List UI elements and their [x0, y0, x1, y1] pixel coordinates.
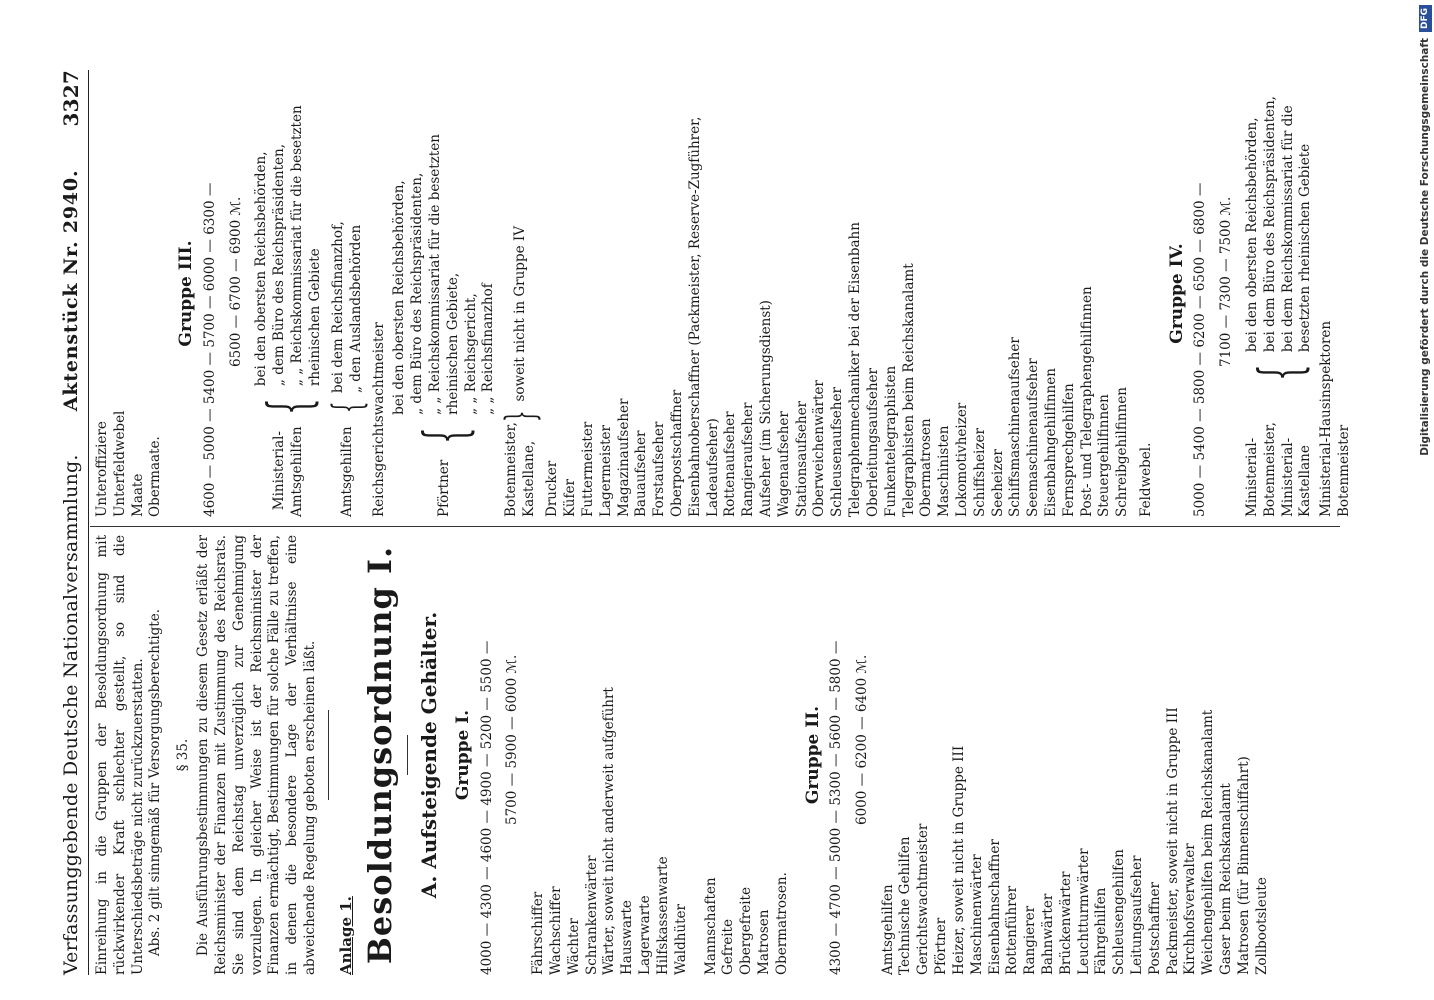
list-item: Mannschaften [702, 877, 719, 975]
list-item: Bahnwärter [1039, 893, 1056, 975]
intro-paragraph-2: Abs. 2 gilt sinngemäß für Versorgungsberechtigte. [147, 608, 164, 957]
list-item: Fernsprechgehilfen [1060, 383, 1077, 517]
gruppe-2-title: Gruppe II. [802, 705, 823, 805]
brace-icon: { [324, 401, 371, 414]
anlage-label: Anlage 1. [336, 896, 355, 975]
list-item: Waldhüter [672, 904, 689, 975]
group-item: bei dem Büro des Reichspräsidenten, [1261, 96, 1278, 353]
group-item: bei den obersten Reichsbehörden, [1243, 117, 1260, 353]
list-item: Brückenwärter [1057, 871, 1074, 975]
list-item: Matrosen (für Binnenschiffahrt) [1235, 756, 1252, 975]
list-item: Telegraphenmechaniker bei der Eisenbahn [847, 222, 864, 517]
list-item: Technische Gehilfen [897, 836, 914, 975]
group-label: Ministerial-Amtsgehilfen [271, 426, 305, 517]
gruppe-1-list-a [530, 535, 690, 975]
list-item: Pförtner [933, 917, 950, 975]
list-item: Oberweichenwärter [811, 380, 828, 517]
list-item: Eisenbahngehilfinnen [1043, 368, 1059, 517]
list-item: Eisenbahnoberschaffner (Packmeister, Reserve-Zugführer, Ladeaufseher) [686, 116, 721, 517]
list-item: Maschinisten [936, 425, 953, 517]
list-item: Leuchtturmwärter [1075, 848, 1092, 975]
group-item: „ dem Büro des Reichspräsidenten, [271, 143, 288, 387]
list-item: Wärter, soweit nicht anderweit aufgeführt [601, 687, 618, 975]
list-item: Unterfeldwebel [111, 410, 128, 517]
list-item: Eisenbahnschaffner [986, 839, 1003, 975]
list-item: Maschinenwärter [968, 854, 985, 975]
list-item: Matrosen [755, 909, 772, 975]
gruppe-1-title: Gruppe I. [453, 709, 474, 801]
group-label: Botenmeister, Kastellane, [503, 422, 538, 517]
gruppe-1-salary: 4000 — 4300 — 4600 — 4900 — 5200 — 5500 — [478, 640, 495, 975]
list-item: Bauaufseher [633, 430, 650, 517]
list-item: Steuergehilfinnen [1096, 394, 1113, 517]
gruppe-2-list [880, 535, 1272, 975]
gruppe-4-salary-cont: 7100 — 7300 — 7500 ℳ. [1218, 196, 1235, 367]
list-item: Schleusenaufseher [829, 387, 846, 517]
list-item: Stationsaufseher [793, 400, 810, 517]
list-item: Zollbootsleute [1253, 877, 1270, 975]
list-item: Obermatrosen [918, 418, 935, 517]
brace-icon: { [1245, 364, 1314, 381]
list-item: Packmeister, soweit nicht in Gruppe III [1164, 707, 1181, 975]
group-item: „ „ Reichskommissariat für die besetzten rheinischen Gebiete, [427, 134, 461, 415]
pfoertner-group [391, 70, 498, 517]
divider-short [328, 710, 329, 800]
list-item: Rottenaufseher [722, 411, 739, 517]
intro-paragraph: Einreihung in die Gruppen der Besoldungsordnung mit rückwirkender Kraft schlechter gestellt, so sind die Unterschiedsbeträge nicht zurückzuerstatten. [94, 535, 146, 975]
list-item: Obermaate. [147, 436, 164, 517]
gruppe-4-salary: 5000 — 5400 — 5800 — 6200 — 6500 — 6800 — [1192, 182, 1209, 517]
gruppe-4-title: Gruppe IV. [1166, 243, 1187, 344]
list-item: Magazinaufseher [615, 398, 632, 517]
brace-icon: } [498, 410, 545, 423]
list-item: Drucker [544, 460, 561, 517]
group-item: „ den Auslandsbehörden [347, 224, 364, 393]
group-label: Pförtner [435, 459, 452, 517]
list-item: Post- und Telegraphengehilfinnen [1078, 286, 1095, 517]
group-item: soweit nicht in Gruppe IV [512, 226, 529, 402]
dfg-logo-icon: DFG [1419, 5, 1432, 32]
list-item: Oberpostschaffner [668, 389, 685, 517]
list-item: Lagermeister [597, 424, 614, 517]
list-item: Funkentelegraphisten [882, 365, 899, 517]
list-item: Forstaufseher [651, 421, 668, 517]
document-page [50, 70, 1352, 975]
document-title: Besoldungsordnung I. [360, 545, 399, 965]
list-item: Fährschiffer [530, 891, 547, 975]
list-item: Hauswarte [619, 900, 636, 975]
list-item: Schrankenwärter [583, 855, 600, 975]
list-item: Rangierer [1022, 905, 1039, 975]
list-item: Postschaffner [1146, 882, 1163, 975]
list-item: Rangieraufseher [740, 402, 757, 517]
list-item: Lokomotivheizer [953, 402, 970, 517]
list-item: Wagenaufseher [775, 411, 792, 517]
group-label: Ministerial-Botenmeister, Ministerial-Kastellane [1243, 422, 1314, 517]
ministerial-botenmeister-group [1244, 70, 1315, 517]
list-item: Rottenführer [1004, 885, 1021, 975]
list-item: Unteroffiziere [94, 421, 110, 517]
list-item: Maate [129, 473, 146, 517]
amtsgehilfen-group [324, 70, 371, 517]
header-left: Verfassunggebende Deutsche Nationalversammlung. [59, 454, 82, 975]
group-item: bei den obersten Reichsbehörden, [391, 180, 408, 415]
botenmeister-group [498, 70, 545, 517]
column-divider [90, 526, 1340, 527]
left-column [94, 535, 1272, 975]
gruppe-1-list-b [703, 535, 792, 975]
top-list [94, 70, 165, 517]
list-item: Telegraphisten beim Reichskanalamt [900, 263, 917, 517]
list-item: Kirchhofsverwalter [1182, 843, 1199, 975]
list-item: Wächter [565, 918, 582, 975]
group-item: bei den obersten Reichsbehörden, [253, 151, 270, 387]
group-item: „ dem Büro des Reichspräsidenten, [409, 172, 426, 415]
digitization-note [1418, 5, 1432, 995]
group-item: bei dem Reichskommissariat für die besetzten rheinischen Gebiete [1279, 105, 1314, 353]
list-item: Fährgehilfen [1093, 887, 1110, 975]
gruppe-3-salary: 4600 — 5000 — 5400 — 5700 — 6000 — 6300 — [201, 182, 218, 517]
digitization-text: Digitalisierung gefördert durch die Deutsche Forschungsgemeinschaft [1419, 38, 1431, 456]
list-item: Küfer [562, 479, 579, 517]
list-item: Amtsgehilfen [879, 884, 896, 975]
list-item: Reichsgerichtswachtmeister [370, 322, 387, 517]
list-item-final: Feldwebel. [1138, 442, 1155, 517]
group-item: bei dem Reichsfinanzhof, [329, 221, 346, 393]
right-column [94, 70, 1354, 517]
header-rule [88, 70, 89, 975]
gruppe-2-salary: 4300 — 4700 — 5000 — 5300 — 5600 — 5800 — [828, 640, 845, 975]
list-item: Gerichtswachtmeister [915, 823, 932, 975]
gruppe-3-salary-cont: 6500 — 6700 — 6900 ℳ. [227, 196, 244, 367]
list-item: Weichengehilfen beim Reichskanalamt [1200, 709, 1217, 975]
list-item: Wachschiffer [548, 886, 565, 975]
page-number: 3327 [58, 70, 83, 127]
section-heading: § 35. [175, 738, 192, 772]
group-item: „ „ Reichsgericht, [462, 293, 479, 415]
list-item: Hilfskassenwarte [654, 856, 671, 975]
list-item: Heizer, soweit nicht in Gruppe III [950, 745, 967, 975]
list-item: Schreibgehilfinnen [1114, 387, 1131, 517]
list-item: Aufseher (im Sicherungsdienst) [758, 300, 774, 517]
list-item: Seemaschinenaufseher [1025, 358, 1042, 517]
section-subtitle: A. Aufsteigende Gehälter. [416, 611, 441, 899]
brace-icon: { [254, 398, 323, 415]
section-text: Die Ausführungsbestimmungen zu diesem Gesetz erläßt der Reichsminister der Finanzen mit Zustimmung des Reichsrats. Sie sind dem Reichstag unverzüglich zur Genehmigung vorzulegen. In gleicher Weise ist der Reichsminister der Finanzen ermächtigt, Bestimmungen für solche Fälle zu treffen, in denen die besondere Lage der Verhältnisse eine abweichende Regelung geboten erscheinen läßt. [195, 535, 318, 975]
gruppe-3-title: Gruppe III. [176, 240, 197, 347]
list-item: Schleusengehilfen [1111, 849, 1128, 975]
gruppe-3-list [544, 70, 1132, 517]
list-item: Schiffsheizer [971, 428, 988, 517]
list-item: Gefreite [720, 919, 737, 975]
list-item: Obermatrosen. [773, 872, 790, 975]
list-item: Botenmeister [1336, 424, 1352, 517]
list-item: Oberleitungsaufseher [864, 368, 881, 517]
list-item: Schiffsmaschinenaufseher [1007, 337, 1024, 517]
list-item: Seeheizer [989, 449, 1006, 517]
page-header [50, 70, 84, 975]
group-label: Amtsgehilfen [338, 426, 355, 517]
ministerial-amtsgehilfen-group [253, 70, 324, 517]
brace-icon: { [410, 427, 479, 444]
group-item: „ „ Reichsfinanzhof [480, 283, 497, 415]
list-item: Leitungsaufseher [1129, 855, 1146, 975]
list-item: Futtermeister [579, 421, 596, 517]
title-rule [407, 735, 408, 775]
header-middle: Aktenstück Nr. 2940. [59, 169, 82, 412]
list-item: Gaser beim Reichskanalamt [1218, 783, 1235, 975]
list-item: Lagerwarte [637, 895, 654, 975]
gruppe-1-salary-cont: 5700 — 5900 — 6000 ℳ. [504, 654, 521, 825]
gruppe-2-salary-cont: 6000 — 6200 — 6400 ℳ. [853, 654, 870, 825]
list-item: Ministerial-Hausinspektoren [1318, 320, 1335, 517]
list-item: Obergefreite [738, 887, 755, 975]
group-item: „ „ Reichskommissariat für die besetzten rheinischen Gebiete [288, 105, 323, 387]
